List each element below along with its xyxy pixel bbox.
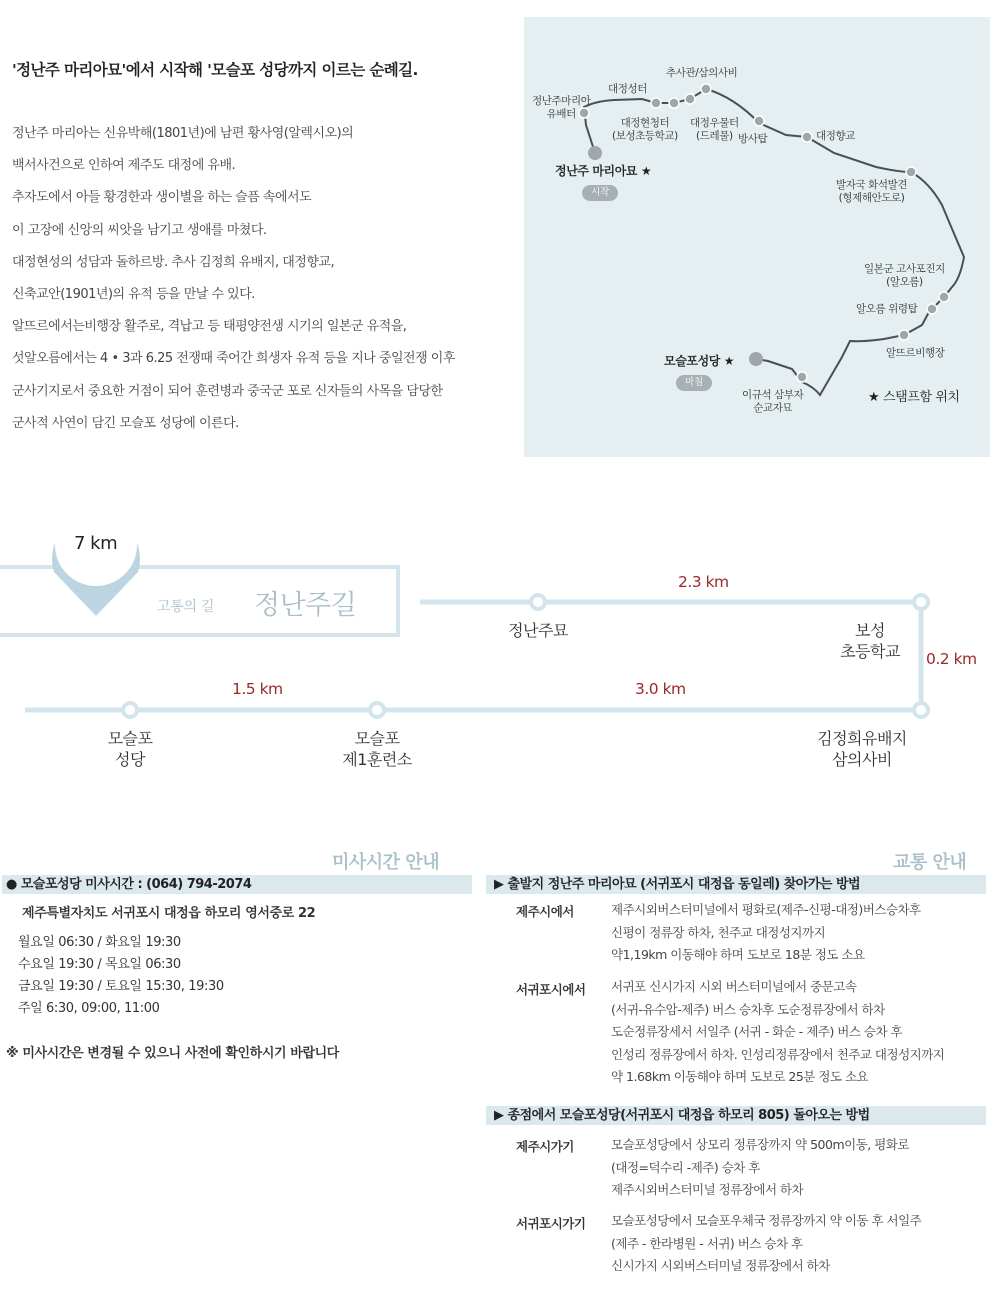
transport-route-desc (611, 1134, 909, 1202)
map-label-baljagguk: 발자국 화석발견 (형제해안도로) (836, 179, 908, 204)
transport-desc-line: 제주시외버스터미널 정류장에서 하차 (611, 1182, 804, 1197)
map-start-badge: 시작 (582, 185, 618, 201)
map-end-marker (749, 352, 763, 366)
transport-desc-line: 인성리 정류장에서 하차. 인성리정류장에서 천주교 대정성지까지 (611, 1046, 945, 1062)
stop-marker-kimjeonghui (914, 703, 928, 717)
waypoint-dot (701, 84, 711, 94)
stop-label-seongdang: 모슬포 성당 (107, 729, 153, 769)
intro-line: 신축교안(1901년)의 유적 등을 만날 수 있다. (12, 287, 255, 303)
waypoint-dot (802, 132, 812, 142)
map-label-aloreum: 알오름 위령탑 (856, 303, 918, 315)
stop-label-jeongnanjumyo: 정난주묘 (508, 621, 568, 640)
transport-desc-line: 서귀포 신시가지 시외 버스터미널에서 중문고속 (611, 979, 857, 994)
map-label-umulteo: 대정우물터 (드레물) (690, 117, 739, 142)
transport-section-title: 교통 안내 (893, 852, 967, 873)
waypoint-dot (754, 116, 764, 126)
intro-line: 백서사건으로 인하여 제주도 대정에 유배. (12, 158, 236, 174)
mass-schedule-row: 수요일 19:30 / 목요일 06:30 (18, 957, 181, 972)
waypoint-dot (927, 304, 937, 314)
waypoint-dot (899, 330, 909, 340)
transport-desc-line: 약1,19km 이동해야 하며 도보로 18분 정도 소요 (611, 947, 865, 962)
transport-desc-line: 약 1.68km 이동해야 하며 도보로 25분 정도 소요 (611, 1069, 869, 1084)
map-end-badge: 마침 (676, 375, 712, 391)
map-start-marker (588, 146, 602, 160)
map-label-igyuseok: 이규석 삼부자 순교자묘 (742, 389, 804, 414)
transport-desc-line: 신평이 정류장 하차, 천주교 대정성지까지 (611, 924, 826, 940)
segment-distance: 2.3 km (678, 573, 729, 591)
transport-route-desc (611, 1210, 921, 1278)
transport-end-header: ▶ 종점에서 모슬포성당(서귀포시 대정읍 하모리 805) 돌아오는 방법 (486, 1106, 986, 1125)
map-label-hyanggyo: 대정향교 (816, 130, 855, 142)
mass-note: ※ 미사시간은 변경될 수 있으니 사전에 확인하시기 바랍니다 (6, 1046, 339, 1061)
transport-desc-line: 모슬포성당에서 상모리 정류장까지 약 500m이동, 평화로 (611, 1137, 909, 1152)
map-label-ilbongun: 일본군 고사포진지 (알오름) (864, 263, 945, 288)
mass-schedule-row: 월요일 06:30 / 화요일 19:30 (18, 935, 181, 950)
map-label-daejeong-seongteo: 대정성터 (608, 83, 647, 95)
intro-line: 알뜨르에서는비행장 활주로, 격납고 등 태평양전생 시기의 일본군 유적을, (12, 319, 407, 335)
intro-line: 대정현성의 성담과 돌하르방. 추사 김정희 유배지, 대정향교, (12, 254, 335, 270)
stop-marker-hullyeonso (370, 703, 384, 717)
segment-distance: 1.5 km (232, 680, 283, 698)
intro-line: 군사적 사연이 담긴 모슬포 성당에 이른다. (12, 415, 239, 431)
intro-line: 이 고장에 신앙의 씨앗을 남기고 생애를 마쳤다. (12, 222, 267, 238)
transport-desc-line: 도순정류장세서 서일주 (서귀 - 화순 - 제주) 버스 승차 후 (611, 1024, 903, 1039)
route-name: 정난주길 (254, 590, 357, 621)
transport-desc-line: (대정=덕수리 -제주) 승차 후 (611, 1159, 760, 1175)
transport-desc-line: 신시가지 시외버스터미널 정류장에서 하차 (611, 1258, 830, 1273)
stop-marker-jeongnanjumyo (531, 595, 545, 609)
transport-route-label: 제주시가기 (516, 1139, 574, 1154)
mass-schedule-row: 주일 6:30, 09:00, 11:00 (18, 1001, 160, 1016)
stop-label-kimjeonghui: 김정희유배지 삼의사비 (817, 729, 907, 769)
mass-header: ● 모슬포성당 미사시간 : (064) 794-2074 (2, 875, 472, 894)
map-label-hyeonseongteo: 대정현청터 (보성초등학교) (612, 117, 678, 142)
intro-line: 섯알오름에서는 4 • 3과 6.25 전쟁때 죽어간 희생자 유적 등을 지나 중일전쟁 이후 (12, 351, 455, 367)
transport-route-desc (611, 899, 921, 967)
intro-body (12, 118, 512, 440)
map-start-name: 정난주 마리아묘 ★ (555, 164, 652, 178)
route-subtitle: 고통의 길 (157, 599, 215, 615)
transport-route-label: 서귀포시가기 (516, 1216, 586, 1231)
waypoint-dot (651, 98, 661, 108)
waypoint-dot (669, 98, 679, 108)
stop-label-boseong: 보성 초등학교 (840, 621, 900, 661)
stop-marker-boseong (914, 595, 928, 609)
map-label-bangsatap: 방사탑 (738, 133, 768, 145)
transport-desc-line: (서귀-유수암-제주) 버스 승차후 도순정류장에서 하차 (611, 1001, 885, 1017)
transport-route-label: 서귀포시에서 (516, 982, 586, 997)
segment-distance: 0.2 km (926, 650, 977, 668)
transport-desc-line: (제주 - 한라병원 - 서귀) 버스 승차 후 (611, 1235, 803, 1251)
waypoint-dot (685, 94, 695, 104)
segment-distance: 3.0 km (635, 680, 686, 698)
transport-start-header: ▶ 출발지 정난주 마리아묘 (서귀포시 대정읍 동일레) 찾아가는 방법 (486, 875, 986, 894)
waypoint-dot (939, 292, 949, 302)
intro-line: 군사기지로서 중요한 거점이 되어 훈련병과 중국군 포로 신자들의 사목을 담당한 (12, 383, 443, 399)
map-label-chusagwan: 추사관/삼의사비 (666, 67, 738, 79)
map-label-yubaeteo: 정난주마리아 유배터 (532, 95, 591, 120)
intro-line: 정난주 마리아는 신유박해(1801년)에 남편 황사영(알렉시오)의 (12, 126, 354, 141)
waypoint-dot (797, 372, 807, 382)
transport-desc-line: 제주시외버스터미널에서 평화로(제주-신평-대정)버스승차후 (611, 902, 921, 917)
map-label-altteureu: 알뜨르비행장 (886, 347, 945, 359)
waypoint-dot (906, 167, 916, 177)
map-stamp-legend: ★ 스탬프함 위치 (868, 390, 960, 405)
transport-desc-line: 모슬포성당에서 모슬포우체국 정류장까지 약 이동 후 서일주 (611, 1213, 922, 1228)
mass-section-title: 미사시간 안내 (332, 852, 440, 873)
transport-route-desc (611, 976, 944, 1089)
map-end-name: 모슬포성당 ★ (664, 354, 735, 368)
mass-schedule-row: 금요일 19:30 / 토요일 15:30, 19:30 (18, 979, 224, 994)
stop-label-hullyeonso: 모슬포 제1훈련소 (342, 729, 412, 769)
transport-route-label: 제주시에서 (516, 904, 574, 919)
intro-title: '정난주 마리아묘'에서 시작해 '모슬포 성당까지 이르는 순례길. (12, 61, 418, 79)
intro-line: 추자도에서 아들 황경한과 생이별을 하는 슬픔 속에서도 (12, 190, 312, 206)
mass-address: 제주특별자치도 서귀포시 대정읍 하모리 영서중로 22 (22, 906, 316, 921)
route-distance: 7 km (74, 533, 118, 554)
route-map (524, 17, 990, 457)
stop-marker-seongdang (123, 703, 137, 717)
